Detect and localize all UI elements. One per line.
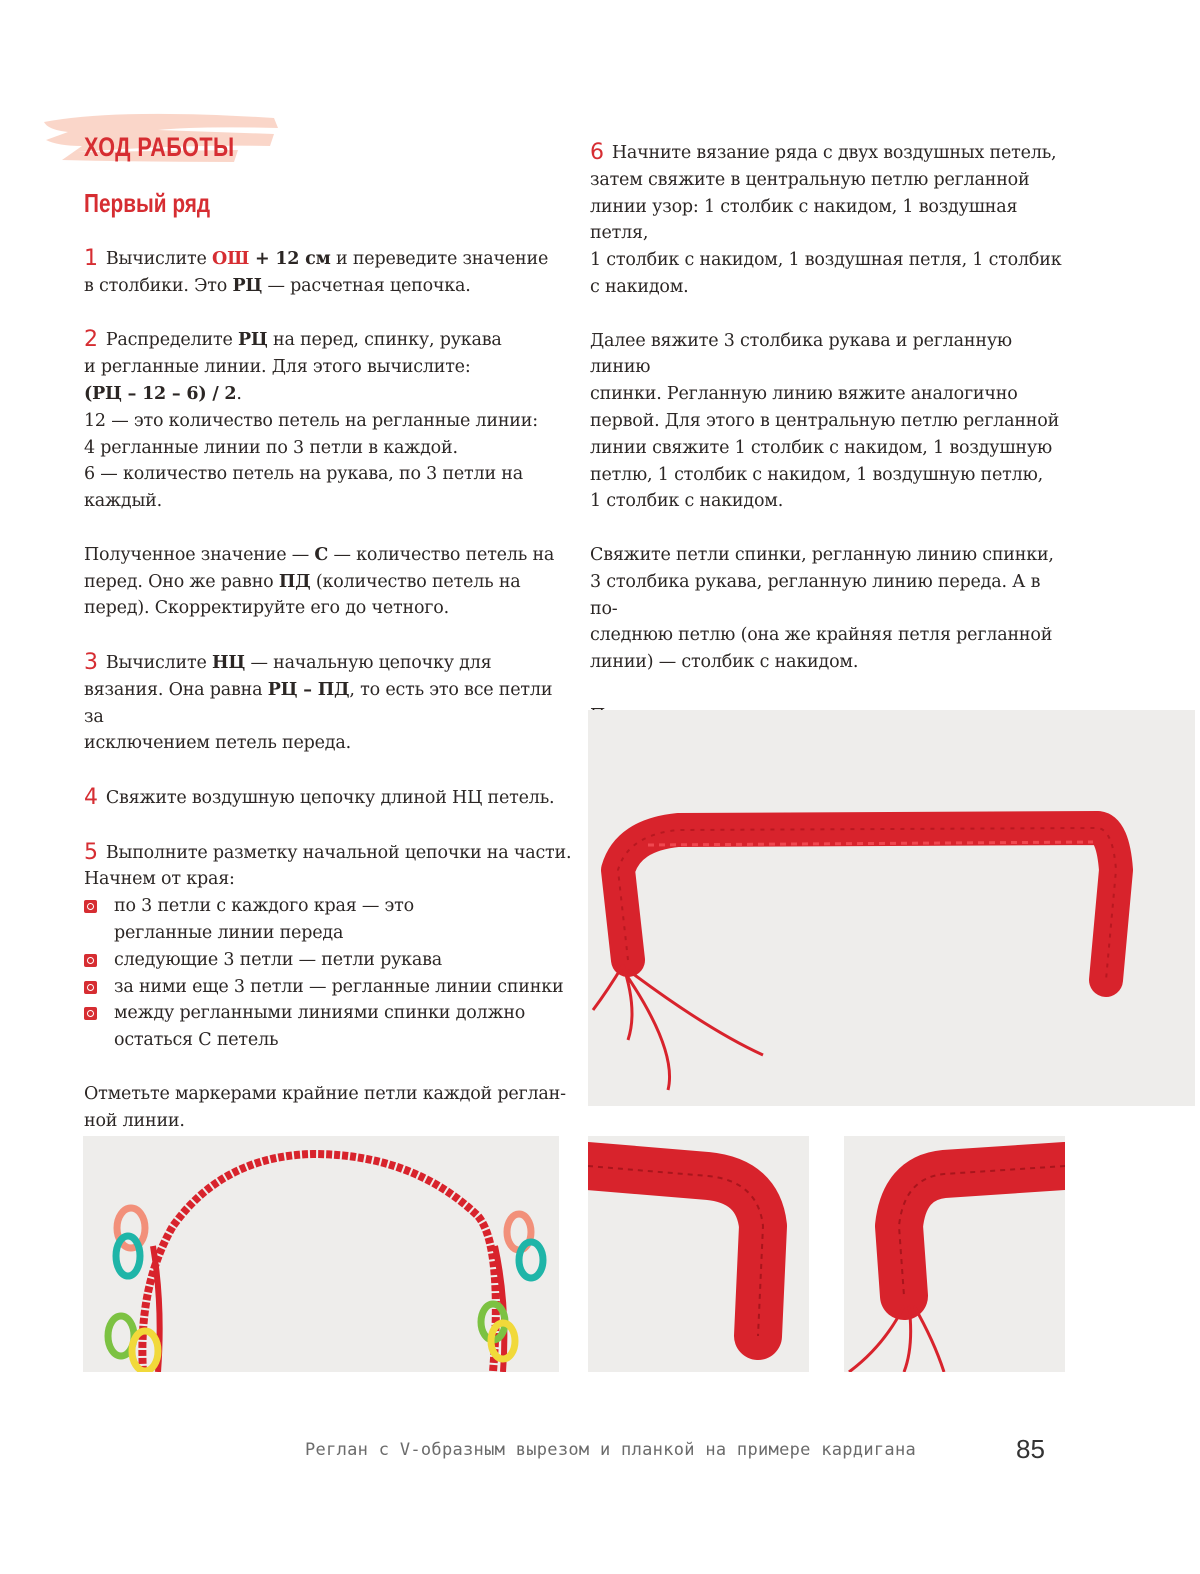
photo-corner-closeup-2 <box>844 1136 1065 1372</box>
page-number: 85 <box>1016 1434 1045 1464</box>
step-1: 1 Вычислите ОШ + 12 см и переведите значение <box>84 246 549 271</box>
subsection-heading: Первый ряд <box>84 188 211 218</box>
section-heading: ХОД РАБОТЫ <box>84 132 235 162</box>
step-3: 3 Вычислите НЦ — начальную цепочку для <box>84 649 492 675</box>
paragraph-sleeve: Далее вяжите 3 столбика рукава и регланную линию <box>590 330 1012 378</box>
right-column: 6 Начните вязание ряда с двух воздушных петель, затем свяжите в центральную петлю регланной линии узор: 1 столбик с накидом, 1 воздушная петля, 1 столбик с накидом, 1 воздушная петля, 1 столбик с накидом. Далее вяжите 3 столбика рукава и регланную линию спинки. Регланную линию вяжите аналогично первой. Для этого в центральную петлю регланной линии свяжите 1 столбик с накидом, 1 воздушную петлю, 1 столбик с накидом, 1 воздушную петлю, 1 столбик с накидом. Свяжите петли спинки, регланную линию спинки, 3 столбика рукава, регланную линию переда. А в по- следнюю петлю (она же крайняя петля регланной линии) — столбик с накидом. <box>590 139 1070 756</box>
list-item: следующие 3 петли — петли рукава <box>84 947 574 974</box>
step-number: 5 <box>84 839 98 865</box>
corner-closeup-image <box>844 1136 1065 1372</box>
step-4: 4 Свяжите воздушную цепочку длиной НЦ петель. <box>84 784 555 810</box>
photo-first-row <box>588 710 1195 1106</box>
list-item: между регланными линиями спинки должно остаться С петель <box>84 1000 554 1054</box>
chain-with-markers-image <box>83 1136 559 1372</box>
step-number: 4 <box>84 784 98 810</box>
formula: (РЦ – 12 – 6) / 2 <box>84 383 237 404</box>
bullet-icon <box>84 954 97 967</box>
list-item: за ними еще 3 петли — регланные линии спинки <box>84 974 574 1001</box>
step-number: 6 <box>590 140 604 165</box>
paragraph-back: Свяжите петли спинки, регланную линию спинки, <box>590 544 1054 565</box>
bullet-icon <box>84 1007 97 1020</box>
step-2: 2 Распределите РЦ на перед, спинку, рукава <box>84 327 502 353</box>
photo-corner-closeup-1 <box>588 1136 809 1372</box>
running-footer: Реглан с V-образным вырезом и планкой на примере кардигана <box>305 1440 917 1460</box>
crochet-row-image <box>588 710 1195 1106</box>
list-item: по 3 петли с каждого края — это регланные линии переда <box>84 893 514 947</box>
step-number: 2 <box>84 327 98 353</box>
step-5: 5 Выполните разметку начальной цепочки на части. <box>84 839 572 865</box>
abbr-os: ОШ <box>212 249 250 269</box>
photo-chain-markers <box>83 1136 559 1372</box>
step-6: 6 Начните вязание ряда с двух воздушных петель, <box>590 140 1057 165</box>
bullet-icon <box>84 900 97 913</box>
corner-closeup-image <box>588 1136 809 1372</box>
step-number: 1 <box>84 246 98 271</box>
bullet-icon <box>84 981 97 994</box>
step-number: 3 <box>84 649 98 675</box>
paragraph-markers: Отметьте маркерами крайние петли каждой реглан- <box>84 1083 566 1104</box>
bullet-list <box>84 893 574 1054</box>
paragraph-result: Полученное значение — С — количество петель на <box>84 544 555 565</box>
left-column: 1 Вычислите ОШ + 12 см и переведите значение в столбики. Это РЦ — расчетная цепочка. 2 Распределите РЦ на перед, спинку, рукава и регланные линии. Для этого вычислите: (РЦ – 12 – 6) / 2. 12 — это количество петель на регланные линии: 4 регланные линии по 3 петли в каждой. 6 — количество петель на рукава, по 3 петли на каждый. Полученное значение — С — количество петель на перед. Оно же равно ПД (количество петель на перед). Скорректируйте его до четного. 3 Вычислите НЦ — начальную цепочку для вязания. Она равна РЦ – ПД, то есть это все петли за исключением петель переда. 4 Свяжите воздушную цепочку длиной НЦ петель. 5 Выполните разметку начальной цепочки на части. Начнем от края: по 3 петли с каждого края — это регланные линии переда следующие 3 петли — петли рукава за ними еще 3 петли — регланные линии спинки между регланными линиями спинки должно остаться С петель Отметьте маркерами крайние петли каждой реглан- ной линии. <box>84 245 574 1134</box>
